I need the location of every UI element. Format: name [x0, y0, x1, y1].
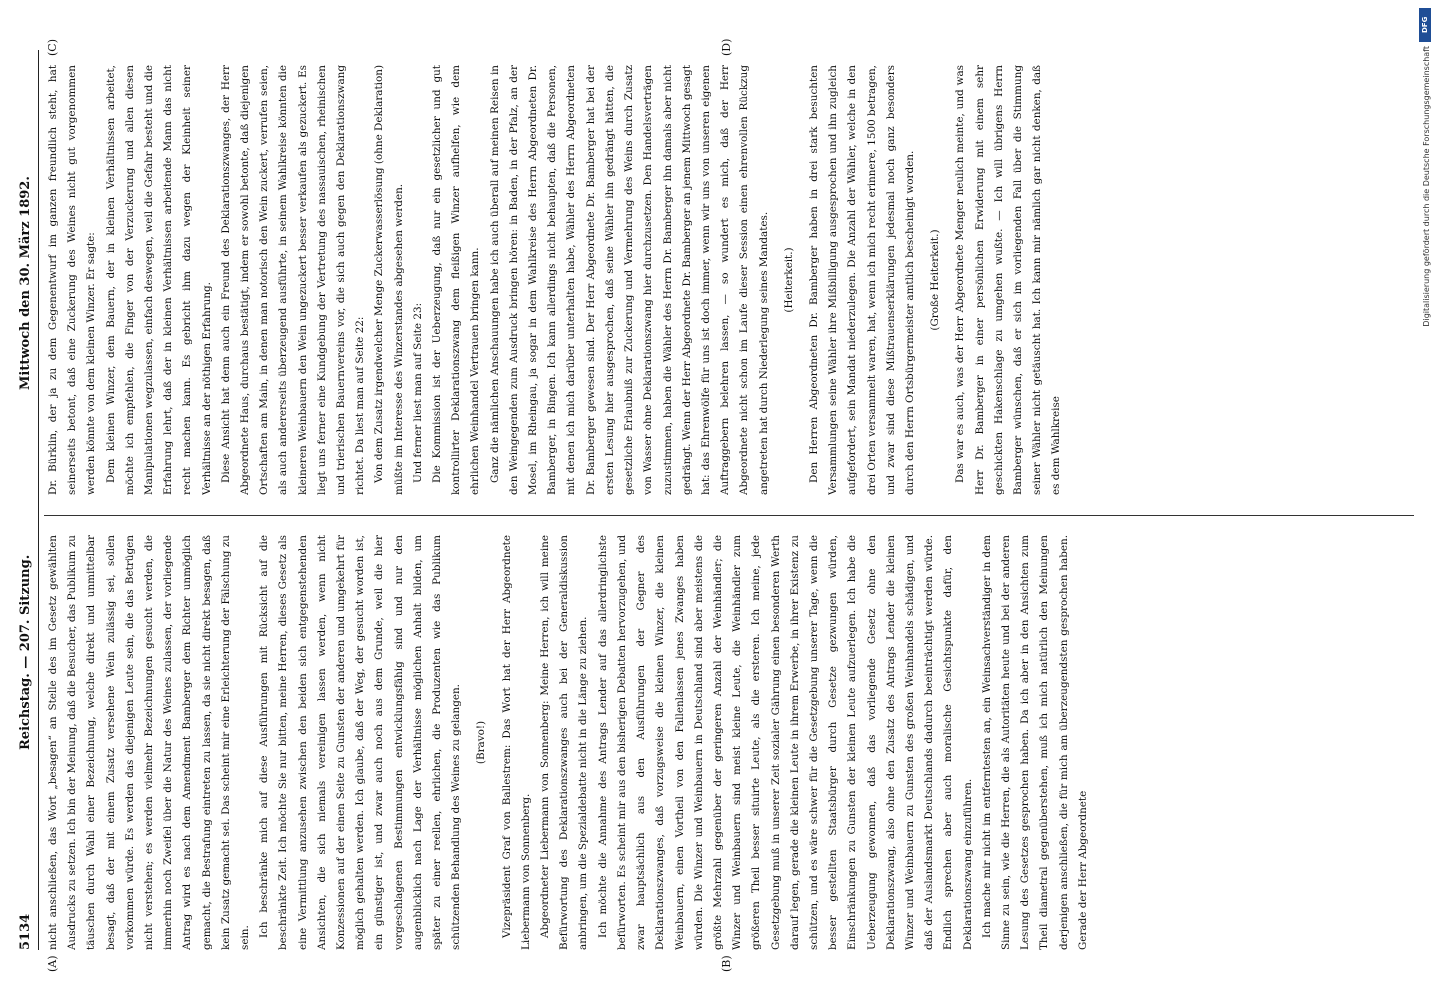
paragraph: Den Herren Abgeordneten Dr. Bamberger haben in drei stark besuchten Versammlungen seine Wähler ihre Mißbilligung ausgesprochen und ihn zugleich aufgefordert, sein Mandat niederzulegen. Die Anzahl der Wähler, welche in den drei Orten versammelt waren, hat, wenn ich mich recht erinnere, 1500 betragen, und zwar sind diese Mißtrauenserklärungen jedesmal noch ganz besonders durch den Herrn Ortsbürgermeister amtlich bescheinigt worden. — [807, 65, 916, 495]
paragraph: Diese Ansicht hat denn auch ein Freund des Deklarationszwanges, der Herr Abgeordnete Haus, durchaus bestätigt, indem er sowohl betonte, daß diejenigen Ortschaften am Main, in denen man notorisch den Wein zuckert, verrufen seien, als auch andererseits überzeugend ausführte, in seinem Wahlkreise könnten die kleineren Weinbauern den Wein ungezuckert besser verkaufen als gezuckert. Es liegt uns ferner eine Kundgebung der Vertretung des nassauischen, rheinischen und trierischen Bauernvereins vor, die sich auch gegen den Deklarationszwang richtet. Da liest man auf Seite 22: — [219, 65, 367, 495]
margin-mark-d: (D) — [720, 38, 733, 56]
column-divider — [44, 515, 1414, 516]
digitization-note: Digitalisierung gefördert durch die Deutsche Forschungsgemeinschaft — [1422, 46, 1431, 327]
paragraph: Ich beschränke mich auf diese Ausführungen mit Rücksicht auf die beschränkte Zeit. Ich möchte Sie nur bitten, meine Herren, dieses Gesetz als eine Vermittlung anzusehen zwischen den beiden sich entgegenstehenden Ansichten, die sich niemals vereinigen lassen werden, wenn nicht Konzessionen auf der einen Seite zu Gunsten der anderen und umgekehrt für möglich gehalten werden. Ich glaube, daß der Weg, der gesucht worden ist, ein günstiger ist, und zwar auch noch aus dem Grunde, weil die hier vorgeschlagenen Bestimmungen entwicklungsfähig sind und nur den augenblicklich nach Lage der Verhältnisse möglichen Anhalt bilden, um später zu einer reellen, ehrlichen, die Produzenten wie das Publikum schützenden Behandlung des Weines zu gelangen. — [258, 535, 463, 950]
margin-mark-a: (A) — [46, 955, 59, 972]
paragraph: Dr. Bürklin, der ja zu dem Gegenentwurf im ganzen freundlich steht, hat seinerseits betont, daß eine Zuckerung des Weines nicht gut vorgenommen werden könnte von dem kleinen Winzer. Er sagte: — [47, 65, 98, 495]
margin-mark-c: (C) — [46, 39, 59, 56]
session-title: Reichstag. — 207. Sitzung. — [18, 554, 33, 750]
text-column-right — [44, 65, 1414, 495]
header-rule — [38, 50, 39, 950]
dfg-logo: DFG — [1419, 8, 1431, 42]
paragraph: Und ferner liest man auf Seite 23: — [411, 302, 424, 483]
paragraph: Ich möchte die Annahme des Antrags Lender auf das allerdringlichste befürworten. Es scheint mir aus den bisherigen Debatten hervorzugehen, und zwar hauptsächlich aus den Ausführungen der Gegner des Deklarationszwanges, daß vorzugsweise die kleinen Winzer, die kleinen Weinbauern, einen Vortheil von den Fallenlassen jenes Zwanges haben würden. Die Winzer und Weinbauern in Deutschland sind aber meistens die größte Mehrzahl gegenüber der geringeren Anzahl der Weinhändler; die Winzer und Weinbauern sind meist kleine Leute, die Weinhändler zum größeren Theil besser situirte Leute, als die ersteren. Ich meine, jede Gesetzgebung muß in unserer Zeit sozialer Gährung einen besonderen Werth darauf legen, gerade die kleinen Leute in ihrem Erwerbe, in ihrer Existenz zu schützen, und es wäre schwer für die Gesetzgebung unserer Tage, wenn die besser gestellten Staatsbürger durch Gesetze gezwungen würden, Einschränkungen zu Gunsten der kleinen Leute aufzuerlegen. Ich habe die Ueberzeugung gewonnen, daß das vorliegende Gesetz ohne den Deklarationszwang, also ohne den Zusatz des Antrags Lender die kleinen Winzer und Weinbauern zu Gunsten des großen Weinhandels schädigen, und daß der Auslandsmarkt Deutschlands dadurch beeinträchtigt werden würde. Endlich sprechen aber auch moralische Gesichtspunkte dafür, den Deklarationszwang einzuführen. — [596, 535, 974, 950]
paragraph: Ganz die nämlichen Anschauungen habe ich auch überall auf meinen Reisen in den Weingegenden zum Ausdruck bringen hören: in Baden, in der Pfalz, an der Mosel, im Rheingau, ja sogar in dem Wahlkreise des Herrn Abgeordneten Dr. Bamberger, in Bingen. Ich kann allerdings nicht behaupten, daß die Personen, mit denen ich mich darüber unterhalten habe, Wähler des Herrn Abgeordneten Dr. Bamberger gewesen sind. Der Herr Abgeordnete Dr. Bamberger hat bei der ersten Lesung hier ausgesprochen, daß seine Wähler ihn gedrängt hätten, die gesetzliche Erlaubniß zur Zuckerung und Vermehrung des Weins durch Zusatz von Wasser ohne Deklarationszwang hier durchzusetzen. Den Handelsverträgen zuzustimmen, haben die Wähler des Herrn Dr. Bamberger ihn damals aber nicht gedrängt. Wenn der Herr Abgeordnete Dr. Bamberger an jenem Mittwoch gesagt hat: das Ehrenwölfe für uns ist doch immer, wenn wir uns von unseren eigenen Auftraggebern belehren lassen, — so wundert es mich, daß der Herr Abgeordnete nicht schon im Laufe dieser Session einen ehrenvollen Rückzug angetreten hat durch Niederlegung seines Mandates. — [488, 65, 770, 495]
page-header — [14, 50, 38, 950]
session-date: Mittwoch den 30. März 1892. — [18, 176, 33, 390]
paragraph: Das war es auch, was der Herr Abgeordnete Menger neulich meinte, und was Herr Dr. Bamberger in einer persönlichen Erwiderung mit einem sehr geschickten Hakenschlage zu umgehen wußte. — Ich will übrigens Herrn Bamberger wünschen, daß er sich im vorliegenden Fall über die Stimmung seiner Wähler nicht getäuscht hat. Ich kann mir nämlich gar nicht denken, daß es dem Wahlkreise — [954, 65, 1063, 495]
digitization-credit — [1418, 0, 1432, 1000]
page-number: 5134 — [18, 913, 33, 950]
laughter-note: (Heiterkeit.) — [782, 247, 795, 313]
paragraph: nicht anschließen, das Wort „besagen“ an Stelle des im Gesetz gewählten Ausdrucks zu setzen. Ich bin der Meinung, daß die Besucher, das Publikum zu täuschen durch Wahl einer Bezeichnung, welche direkt und unmittelbar besagt, daß der mit einem Zusatz versehene Wein zulässig sei, sollen vorkommen würde. Es werden das diejenigen Leute sein, die das Betrügen nicht verstehen; es werden vielmehr Bezeichnungen gesucht werden, die immerhin noch Zweifel über die Natur des Weines zulassen, der vorliegende Antrag wird es nach dem Amendment Bamberger dem Richter unmöglich gemacht, die Bestrafung eintreten zu lassen, da sie nicht direkt besagen, daß kein Zusatz gemacht sei. Das scheint mir eine Erleichterung der Fälschung zu sein. — [47, 535, 252, 950]
applause-note: (Bravo!) — [475, 720, 488, 765]
paragraph: Ich mache mir nicht im entferntesten an, ein Weinsachverständiger in dem Sinne zu sein, wie die Herren, die als Autoritäten heute und bei der anderen Lesung des Gesetzes gesprochen haben. Da ich aber in den Ansichten zum Theil diametral gegenüberstehen, muß ich mich natürlich den Meinungen derjenigen anschließen, die für mich am überzeugendsten gesprochen haben. Gerade der Herr Abgeordnete — [980, 535, 1089, 950]
text-column-left — [44, 535, 1414, 950]
quotation: Die Kommission ist der Ueberzeugung, daß nur ein gesetzlicher und gut kontrollirter Deklarationszwang dem fleißigen Winzer aufhelfen, wie dem ehrlichen Weinhandel Vertrauen bringen kann. — [431, 65, 482, 495]
paragraph: Abgeordneter Liebermann von Sonnenberg: Meine Herren, ich will meine Befürwortung des Deklarationszwanges auch bei der Generaldiskussion anbringen, um die Spezialdebatte nicht in die Länge zu ziehen. — [539, 535, 590, 950]
laughter-note: (Große Heiterkeit.) — [929, 229, 942, 331]
quotation: Dem kleinen Winzer, dem Bauern, der in kleinen Verhältnissen arbeitet, möchte ich empfehlen, die Finger von der Verzuckerung und allen diesen Manipulationen wegzulassen, einfach deswegen, weil die Gefahr besteht und die Erfahrung lehrt, daß der in kleinen Verhältnissen arbeitende Mann das nicht recht machen kann. Es gebricht ihm dazu wegen der Kleinheit seiner Verhältnisse an der nöthigen Erfahrung. — [104, 65, 213, 495]
quotation: Von dem Zusatz irgendwelcher Menge Zuckerwasserlösung (ohne Deklaration) müßte im Interesse des Winzerstandes abgesehen werden. — [373, 65, 405, 495]
margin-mark-b: (B) — [720, 955, 733, 972]
speaker-announcement: Vizepräsident Graf von Ballestrem: Das Wort hat der Herr Abgeordnete Liebermann von Sonnenberg. — [500, 535, 532, 950]
